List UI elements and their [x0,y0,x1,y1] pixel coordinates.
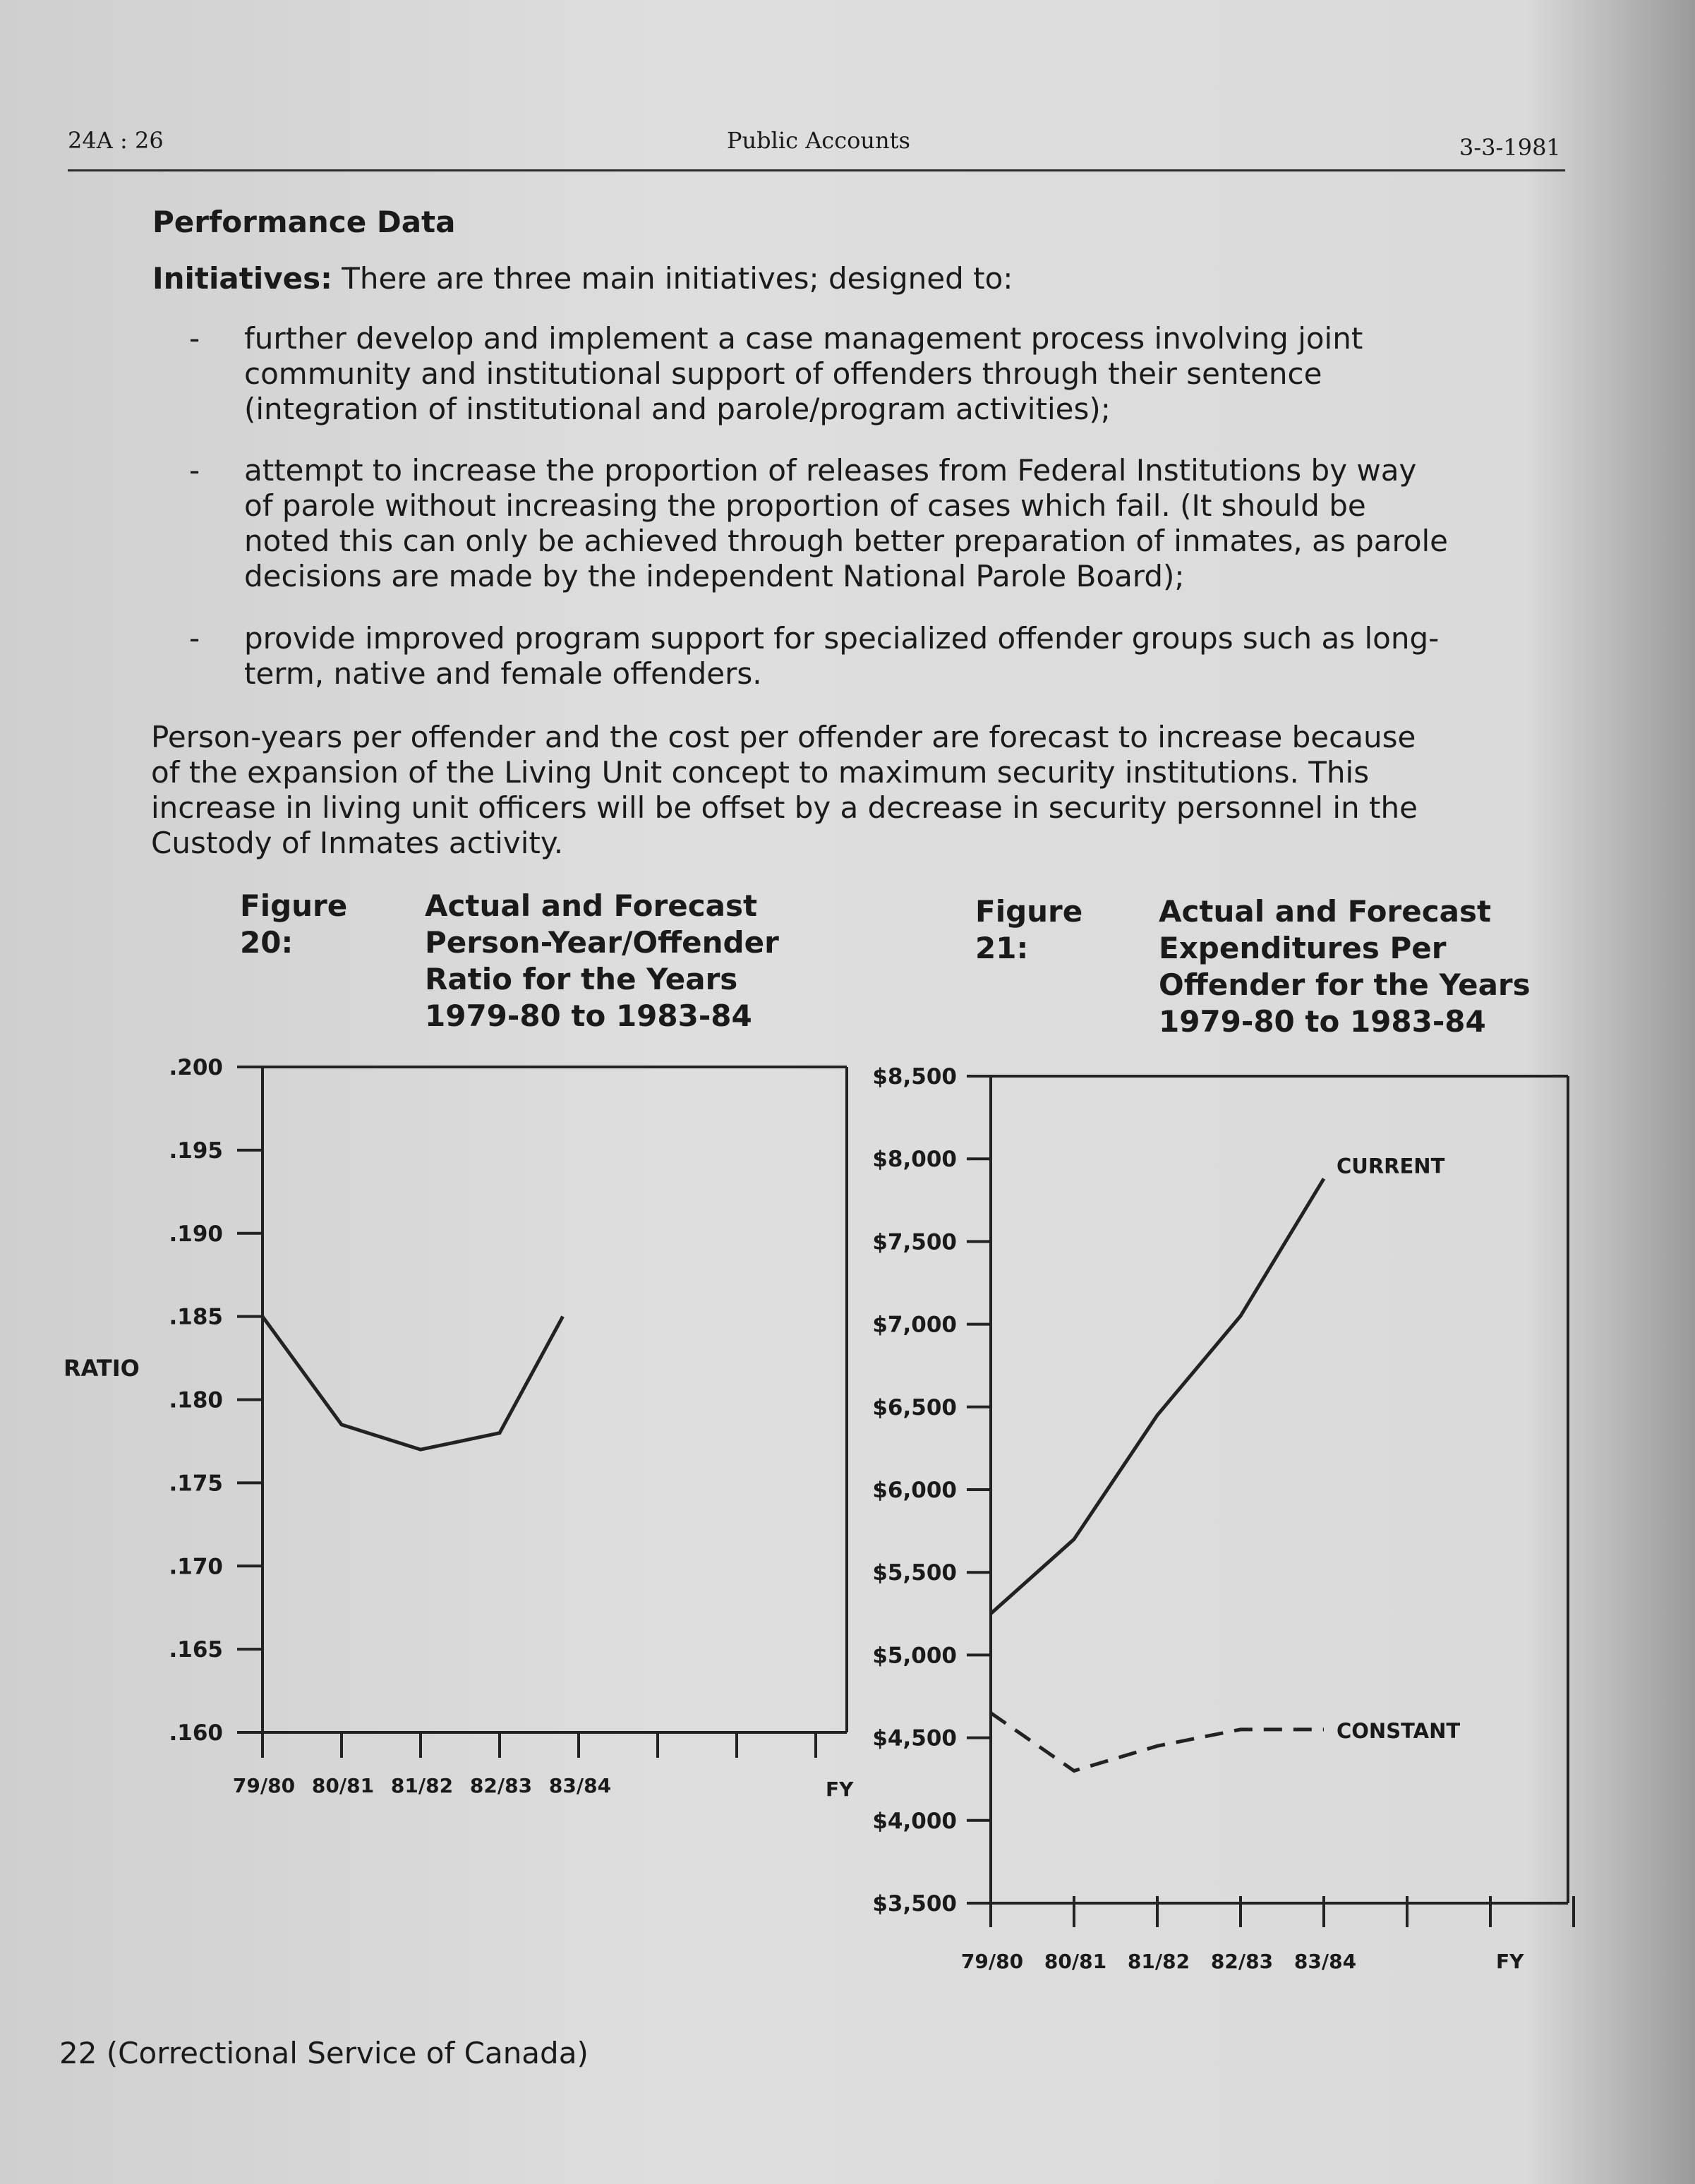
x-tick-label: 81/82 [390,1774,454,1797]
y-tick-label: $5,500 [872,1560,957,1586]
bullet-2-line: decisions are made by the independent National Parole Board); [244,559,1185,593]
x-tick-label: 83/84 [1293,1950,1357,1973]
bullet-dash-3: - [189,621,200,656]
figure-21-title-line: Expenditures Per [1159,931,1447,965]
figure-21-title-line: Offender for the Years [1159,967,1531,1002]
y-tick-label: $3,500 [872,1891,957,1917]
y-tick-label: $8,000 [872,1147,957,1173]
x-axis-label: FY [826,1778,854,1801]
figure-21-title-line: 1979-80 to 1983-84 [1159,1004,1486,1039]
initiatives-intro: There are three main initiatives; designed to: [342,261,1013,296]
y-tick-label: .190 [169,1221,223,1247]
summary-line: Person-years per offender and the cost per offender are forecast to increase because [151,720,1416,754]
summary-line: of the expansion of the Living Unit concept to maximum security institutions. This [151,755,1370,790]
y-tick-label: $4,500 [872,1725,957,1751]
y-tick-label: .160 [169,1720,223,1746]
x-tick-label: 79/80 [960,1950,1024,1973]
y-tick-label: .200 [169,1055,223,1080]
y-tick-label: .165 [169,1637,223,1663]
x-tick-label: 81/82 [1127,1950,1190,1973]
x-tick-label: 82/83 [1210,1950,1274,1973]
y-axis-label: RATIO [64,1355,140,1382]
figure-21-title-line: Actual and Forecast [1159,894,1492,929]
bullet-dash-2: - [189,453,200,488]
y-tick-label: .195 [169,1138,223,1164]
y-tick-label: $7,000 [872,1312,957,1338]
x-tick-label: 83/84 [548,1774,612,1797]
y-tick-label: .180 [169,1387,223,1413]
x-tick-label: 80/81 [311,1774,375,1797]
y-tick-label: .185 [169,1304,223,1330]
y-tick-label: .175 [169,1471,223,1497]
bullet-3-line: provide improved program support for specialized offender groups such as long- [244,621,1440,656]
y-tick-label: $4,000 [872,1808,957,1834]
summary-line: increase in living unit officers will be offset by a decrease in security personnel in the [151,790,1418,825]
y-tick-label: $5,000 [872,1643,957,1669]
figure-20-title-line: Actual and Forecast [425,888,758,923]
header-right: 3-3-1981 [1459,134,1561,161]
x-tick-label: 79/80 [232,1774,296,1797]
x-tick-label: 82/83 [469,1774,533,1797]
bullet-1-line: further develop and implement a case management process involving joint [244,321,1363,356]
bullet-3-line: term, native and female offenders. [244,656,762,691]
y-tick-label: $6,500 [872,1394,957,1420]
bullet-2-line: attempt to increase the proportion of releases from Federal Institutions by way [244,453,1417,488]
y-tick-label: $7,500 [872,1229,957,1255]
y-tick-label: $6,000 [872,1478,957,1503]
figure-20-title-line: Person-Year/Offender [425,925,779,960]
summary-line: Custody of Inmates activity. [151,826,564,860]
x-axis-label: FY [1496,1950,1524,1973]
bullet-1-line: (integration of institutional and parole/program activities); [244,392,1111,426]
header-left: 24A : 26 [68,127,164,154]
bullet-2-line: noted this can only be achieved through better preparation of inmates, as parole [244,524,1449,558]
x-tick-label: 80/81 [1044,1950,1107,1973]
ratio-line [263,1317,563,1450]
section-title: Performance Data [152,205,456,239]
initiatives-label: Initiatives: [152,261,332,296]
page-footer: 22 (Correctional Service of Canada) [59,2036,589,2070]
figure-20-title-line: 1979-80 to 1983-84 [425,999,752,1033]
bullet-1-line: community and institutional support of offenders through their sentence [244,356,1322,391]
header-center: Public Accounts [727,127,910,154]
series-label: CONSTANT [1337,1718,1461,1743]
figure-20-number: Figure 20: [240,888,348,960]
figure-21-number: Figure 21: [975,894,1083,965]
figure-20-title-line: Ratio for the Years [425,962,738,996]
bullet-dash-1: - [189,321,200,356]
series-label: CURRENT [1337,1154,1445,1178]
y-tick-label: $8,500 [872,1064,957,1090]
bullet-2-line: of parole without increasing the proportion of cases which fail. (It should be [244,488,1366,523]
y-tick-label: .170 [169,1554,223,1580]
